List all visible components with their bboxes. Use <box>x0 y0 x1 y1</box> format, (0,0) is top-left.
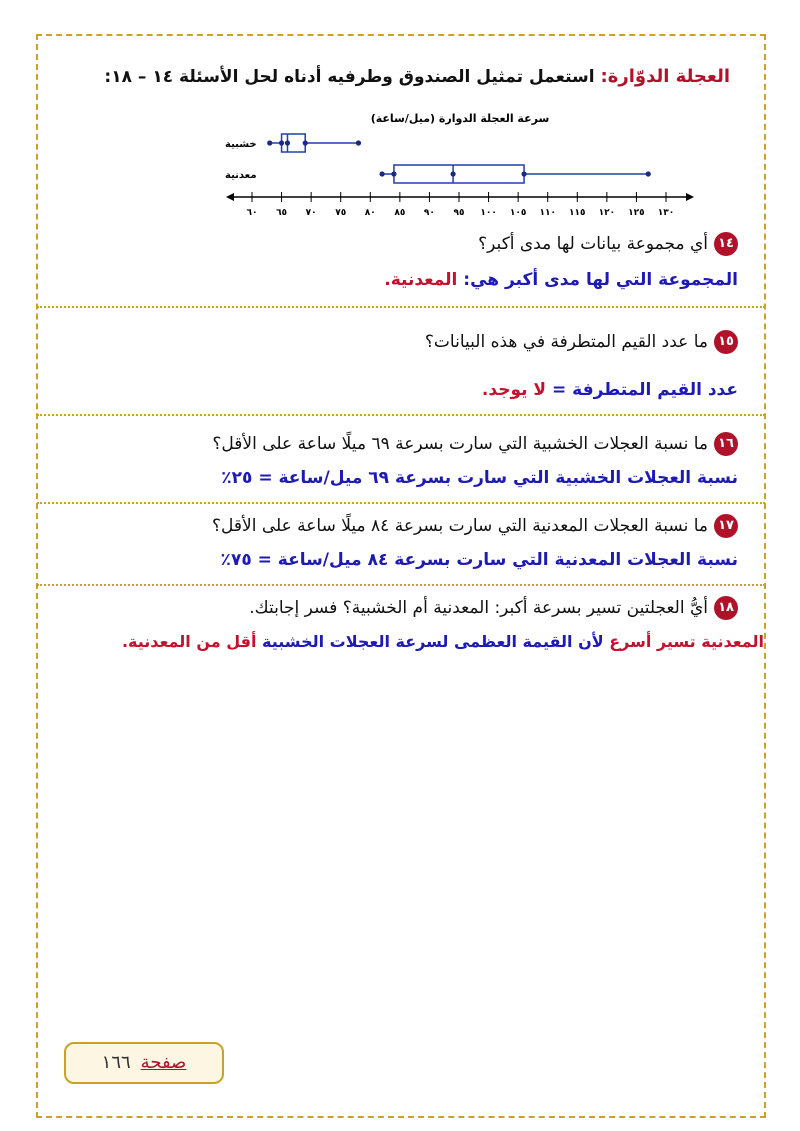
question-number-badge: ١٨ <box>714 596 738 620</box>
axis-tick-label: ٧٥ <box>335 208 347 218</box>
point-max <box>356 140 361 145</box>
axis-arrow-left <box>226 193 234 201</box>
axis-tick-label: ١١٠ <box>539 208 556 218</box>
answer-16: نسبة العجلات الخشبية التي سارت بسرعة ٦٩ ميل/ساعة = ٢٥٪ <box>221 468 738 488</box>
question-text: أي مجموعة بيانات لها مدى أكبر؟ <box>478 234 708 254</box>
axis-tick-label: ١٢٥ <box>628 208 645 218</box>
point-q1 <box>279 140 284 145</box>
divider <box>37 306 765 308</box>
point-max <box>646 171 651 176</box>
point-q3 <box>303 140 308 145</box>
axis-tick-label: ١١٥ <box>569 208 586 218</box>
divider <box>37 584 765 586</box>
point-min <box>267 140 272 145</box>
point-median <box>450 171 455 176</box>
header-instruction: استعمل تمثيل الصندوق وطرفيه أدناه لحل الأسئلة ١٤ – ١٨: <box>104 67 601 87</box>
answer-14 <box>40 270 738 290</box>
question-number-badge: ١٥ <box>714 330 738 354</box>
question-16 <box>50 432 738 456</box>
question-15 <box>50 330 738 354</box>
axis-arrow-right <box>686 193 694 201</box>
axis-tick-label: ٨٠ <box>364 208 376 218</box>
question-text: ما عدد القيم المتطرفة في هذه البيانات؟ <box>424 332 708 352</box>
box-plot <box>0 0 800 240</box>
axis-tick-label: ١٢٠ <box>598 208 616 218</box>
axis-tick-label: ٦٠ <box>246 208 258 218</box>
point-q1 <box>391 171 396 176</box>
divider <box>37 414 765 416</box>
answer-18 <box>40 632 764 651</box>
axis-tick-label: ١٠٥ <box>509 208 527 218</box>
axis-tick-label: ١٠٠ <box>480 208 497 218</box>
answer-prefix: عدد القيم المتطرفة = <box>546 380 738 400</box>
answer-17: نسبة العجلات المعدنية التي سارت بسرعة ٨٤ ميل/ساعة = ٧٥٪ <box>220 550 738 570</box>
point-median <box>285 140 290 145</box>
question-14 <box>50 232 738 256</box>
page-label: صفحة <box>140 1052 187 1073</box>
series-label: خشبية <box>225 139 257 150</box>
question-text: ما نسبة العجلات الخشبية التي سارت بسرعة ٦٩ ميلًا ساعة على الأقل؟ <box>212 434 708 454</box>
answer-value: لا يوجد. <box>481 380 547 400</box>
axis-tick-label: ٧٠ <box>305 208 317 218</box>
answer-value: المعدنية. <box>384 270 458 290</box>
box-iqr <box>394 165 524 183</box>
divider <box>37 502 765 504</box>
header-title: العجلة الدوّارة: <box>600 66 730 87</box>
chart-title: سرعة العجلة الدوارة (ميل/ساعة) <box>370 112 550 125</box>
answer-prefix: المجموعة التي لها مدى أكبر هي: <box>457 270 738 290</box>
answer-part-3: أقل من المعدنية. <box>121 632 257 651</box>
axis-tick-label: ٩٠ <box>423 208 435 218</box>
question-number-badge: ١٤ <box>714 232 738 256</box>
axis-tick-label: ٩٥ <box>453 208 465 218</box>
series-label: معدنية <box>225 170 257 181</box>
question-number-badge: ١٧ <box>714 514 738 538</box>
answer-part-1: المعدنية تسير أسرع <box>603 632 764 651</box>
question-number-badge: ١٦ <box>714 432 738 456</box>
question-17 <box>50 514 738 538</box>
page-number-box <box>64 1042 224 1084</box>
question-18 <box>50 596 738 620</box>
question-text: أيُّ العجلتين تسير بسرعة أكبر: المعدنية أم الخشبية؟ فسر إجابتك. <box>249 598 708 618</box>
axis-tick-label: ٦٥ <box>276 208 288 218</box>
page-number: ١٦٦ <box>101 1052 131 1073</box>
point-min <box>380 171 385 176</box>
axis-tick-label: ١٣٠ <box>657 208 675 218</box>
point-q3 <box>521 171 526 176</box>
axis-tick-label: ٨٥ <box>394 208 406 218</box>
question-text: ما نسبة العجلات المعدنية التي سارت بسرعة ٨٤ ميلًا ساعة على الأقل؟ <box>211 516 708 536</box>
answer-part-2: لأن القيمة العظمى لسرعة العجلات الخشبية <box>256 632 604 651</box>
answer-15 <box>40 380 738 400</box>
